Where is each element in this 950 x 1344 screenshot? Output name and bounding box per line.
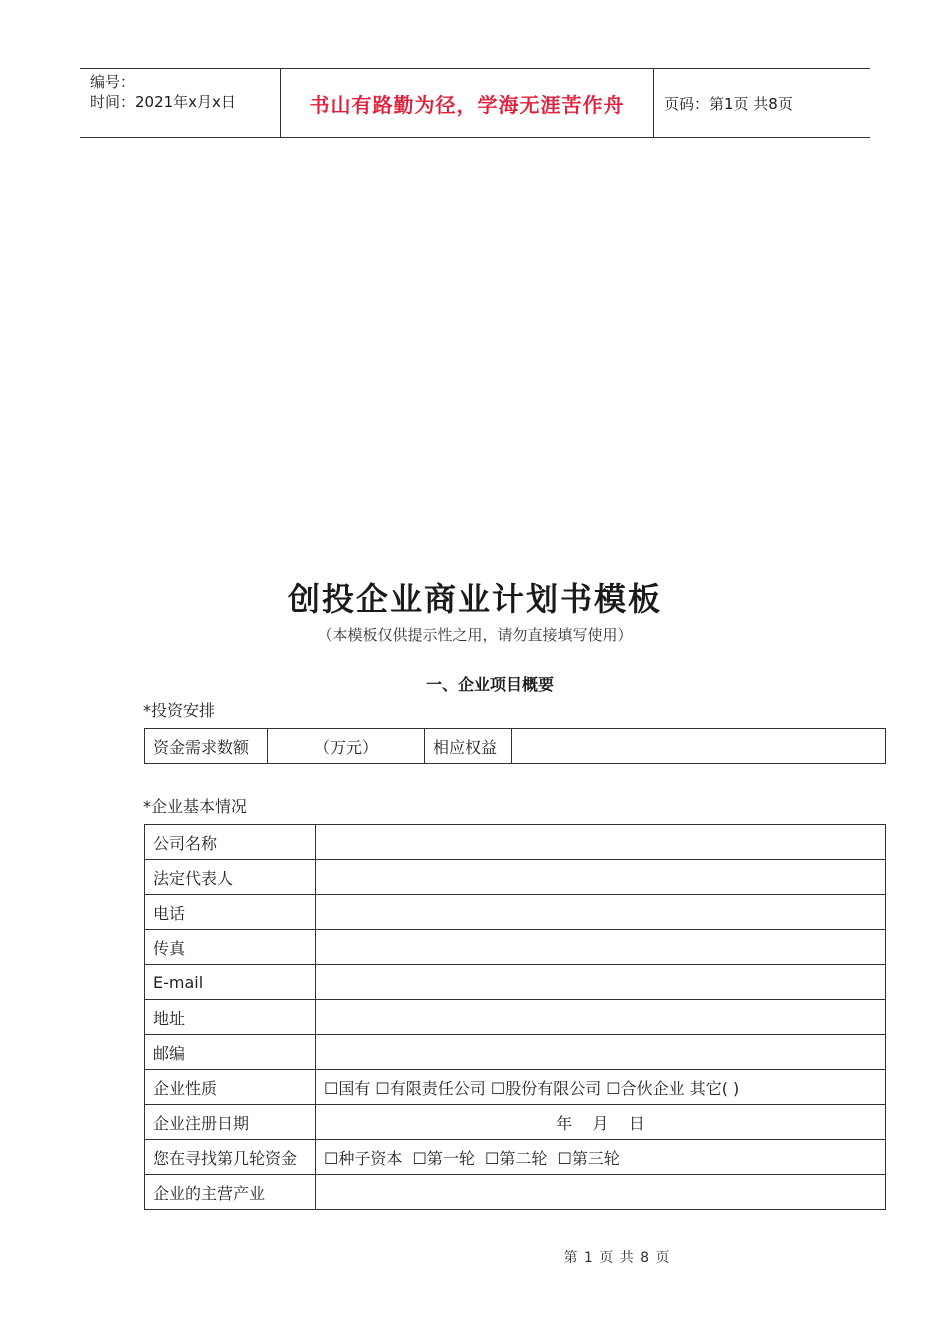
address-field[interactable]: [316, 1000, 886, 1035]
table-row: [145, 965, 886, 1000]
legal-representative-field[interactable]: [316, 860, 886, 895]
table-row: [145, 1000, 886, 1035]
fund-amount-field[interactable]: （万元）: [268, 729, 425, 764]
page-header: [80, 68, 870, 138]
equity-field[interactable]: [512, 729, 886, 764]
table-row: [145, 1175, 886, 1210]
email-field[interactable]: [316, 965, 886, 1000]
page-footer: 第 1 页 共 8 页: [563, 1250, 671, 1266]
row-label: 企业的主营产业: [145, 1175, 316, 1210]
table-row: [145, 1105, 886, 1140]
section-title: 一、企业项目概要: [425, 675, 554, 694]
row-label: 企业注册日期: [145, 1105, 316, 1140]
header-motto: 书山有路勤为径，学海无涯苦作舟: [309, 93, 625, 117]
document-subtitle: （本模板仅供提示性之用，请勿直接填写使用）: [317, 626, 633, 644]
investment-heading: *投资安排: [143, 701, 216, 720]
row-label: 公司名称: [145, 825, 316, 860]
row-label: 邮编: [145, 1035, 316, 1070]
company-type-options[interactable]: ☐国有 ☐有限责任公司 ☐股份有限公司 ☐合伙企业 其它( ): [316, 1070, 886, 1105]
table-row: [145, 930, 886, 965]
fund-label: 资金需求数额: [145, 729, 268, 764]
table-row: [145, 1070, 886, 1105]
phone-field[interactable]: [316, 895, 886, 930]
header-motto-cell: [281, 69, 654, 137]
postcode-field[interactable]: [316, 1035, 886, 1070]
document-time-label: 时间：2021年x月x日: [90, 93, 236, 111]
equity-label: 相应权益: [425, 729, 512, 764]
table-row: [145, 1035, 886, 1070]
company-name-field[interactable]: [316, 825, 886, 860]
table-row: [145, 1140, 886, 1175]
funding-round-options[interactable]: ☐种子资本 ☐第一轮 ☐第二轮 ☐第三轮: [316, 1140, 886, 1175]
main-industry-field[interactable]: [316, 1175, 886, 1210]
registration-date-field[interactable]: 年 月 日: [316, 1105, 886, 1140]
investment-table: [144, 728, 886, 764]
document-number-label: 编号：: [90, 73, 136, 91]
table-row: [145, 825, 886, 860]
header-page-cell: [654, 69, 870, 137]
table-row: [145, 860, 886, 895]
fax-field[interactable]: [316, 930, 886, 965]
company-heading: *企业基本情况: [143, 797, 248, 816]
company-info-table: [144, 824, 886, 1210]
row-label: 电话: [145, 895, 316, 930]
row-label: E-mail: [145, 965, 316, 1000]
header-meta: [80, 69, 281, 137]
header-page-info: 页码：第1页 共8页: [664, 95, 793, 113]
table-row: [145, 895, 886, 930]
document-title: 创投企业商业计划书模板: [287, 580, 662, 618]
row-label: 您在寻找第几轮资金: [145, 1140, 316, 1175]
row-label: 地址: [145, 1000, 316, 1035]
investment-row: [145, 729, 886, 764]
row-label: 法定代表人: [145, 860, 316, 895]
row-label: 企业性质: [145, 1070, 316, 1105]
row-label: 传真: [145, 930, 316, 965]
